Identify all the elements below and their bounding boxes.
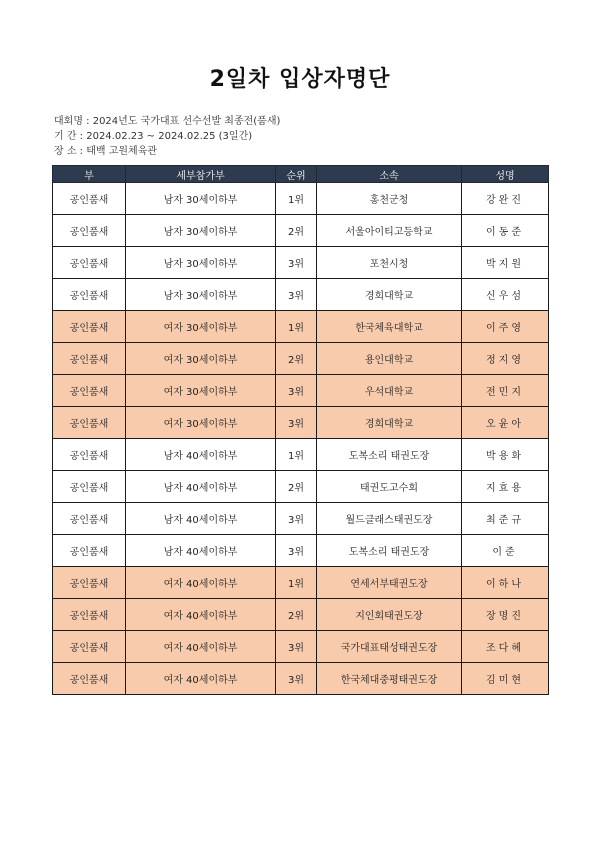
cell-category: 남자 30세이하부 <box>126 183 276 215</box>
cell-rank: 3위 <box>276 375 317 407</box>
table-row <box>53 599 549 631</box>
cell-name: 이준 <box>462 535 549 567</box>
cell-division: 공인품새 <box>53 439 126 471</box>
cell-division: 공인품새 <box>53 343 126 375</box>
table-row <box>53 503 549 535</box>
header-team: 소속 <box>317 166 462 183</box>
cell-division: 공인품새 <box>53 375 126 407</box>
cell-rank: 3위 <box>276 663 317 695</box>
cell-division: 공인품새 <box>53 599 126 631</box>
cell-rank: 1위 <box>276 439 317 471</box>
cell-rank: 3위 <box>276 407 317 439</box>
cell-category: 여자 40세이하부 <box>126 567 276 599</box>
event-period: 기 간 : 2024.02.23 ~ 2024.02.25 (3일간) <box>54 131 253 142</box>
cell-division: 공인품새 <box>53 407 126 439</box>
cell-division: 공인품새 <box>53 663 126 695</box>
cell-rank: 1위 <box>276 311 317 343</box>
cell-division: 공인품새 <box>53 631 126 663</box>
header-division: 부 <box>53 166 126 183</box>
table-row <box>53 567 549 599</box>
table-row <box>53 215 549 247</box>
cell-division: 공인품새 <box>53 279 126 311</box>
table-row <box>53 279 549 311</box>
cell-rank: 3위 <box>276 279 317 311</box>
cell-team: 경희대학교 <box>317 279 462 311</box>
cell-team: 포천시청 <box>317 247 462 279</box>
event-venue: 장 소 : 태백 고원체육관 <box>54 146 158 157</box>
cell-team: 경희대학교 <box>317 407 462 439</box>
table-row <box>53 247 549 279</box>
cell-division: 공인품새 <box>53 247 126 279</box>
cell-category: 남자 40세이하부 <box>126 535 276 567</box>
cell-category: 남자 40세이하부 <box>126 439 276 471</box>
cell-name: 지효용 <box>462 471 549 503</box>
cell-name: 정지영 <box>462 343 549 375</box>
cell-name: 이동준 <box>462 215 549 247</box>
cell-division: 공인품새 <box>53 471 126 503</box>
cell-team: 국가대표태성태권도장 <box>317 631 462 663</box>
cell-category: 여자 30세이하부 <box>126 407 276 439</box>
cell-rank: 3위 <box>276 503 317 535</box>
cell-team: 지인회태권도장 <box>317 599 462 631</box>
cell-category: 남자 30세이하부 <box>126 215 276 247</box>
cell-team: 홍천군청 <box>317 183 462 215</box>
cell-division: 공인품새 <box>53 503 126 535</box>
cell-team: 도복소리 태권도장 <box>317 439 462 471</box>
cell-category: 남자 30세이하부 <box>126 279 276 311</box>
cell-team: 연세서부태권도장 <box>317 567 462 599</box>
table-row <box>53 375 549 407</box>
cell-division: 공인품새 <box>53 535 126 567</box>
cell-rank: 3위 <box>276 631 317 663</box>
cell-category: 여자 40세이하부 <box>126 663 276 695</box>
cell-division: 공인품새 <box>53 183 126 215</box>
event-name: 대회명 : 2024년도 국가대표 선수선발 최종전(품새) <box>54 116 281 127</box>
cell-name: 신우섬 <box>462 279 549 311</box>
cell-team: 태권도고수회 <box>317 471 462 503</box>
cell-team: 도복소리 태권도장 <box>317 535 462 567</box>
cell-rank: 2위 <box>276 343 317 375</box>
cell-name: 이주영 <box>462 311 549 343</box>
table-row <box>53 439 549 471</box>
table-row <box>53 343 549 375</box>
cell-rank: 2위 <box>276 471 317 503</box>
table-row <box>53 407 549 439</box>
cell-division: 공인품새 <box>53 567 126 599</box>
cell-category: 여자 30세이하부 <box>126 343 276 375</box>
cell-category: 남자 40세이하부 <box>126 503 276 535</box>
cell-rank: 2위 <box>276 215 317 247</box>
cell-rank: 1위 <box>276 183 317 215</box>
cell-name: 박용화 <box>462 439 549 471</box>
table-row <box>53 535 549 567</box>
table-header-row <box>53 166 549 183</box>
cell-name: 이하나 <box>462 567 549 599</box>
cell-name: 오윤아 <box>462 407 549 439</box>
cell-team: 월드클래스태권도장 <box>317 503 462 535</box>
cell-name: 박지원 <box>462 247 549 279</box>
cell-category: 여자 30세이하부 <box>126 375 276 407</box>
cell-rank: 1위 <box>276 567 317 599</box>
table-row <box>53 631 549 663</box>
cell-name: 최준규 <box>462 503 549 535</box>
cell-rank: 2위 <box>276 599 317 631</box>
cell-division: 공인품새 <box>53 311 126 343</box>
cell-name: 김미현 <box>462 663 549 695</box>
cell-category: 남자 30세이하부 <box>126 247 276 279</box>
cell-category: 여자 40세이하부 <box>126 631 276 663</box>
cell-team: 용인대학교 <box>317 343 462 375</box>
table-row <box>53 183 549 215</box>
cell-category: 남자 40세이하부 <box>126 471 276 503</box>
cell-team: 우석대학교 <box>317 375 462 407</box>
cell-category: 여자 30세이하부 <box>126 311 276 343</box>
cell-name: 전민지 <box>462 375 549 407</box>
cell-name: 조다혜 <box>462 631 549 663</box>
cell-name: 강완진 <box>462 183 549 215</box>
table-row <box>53 663 549 695</box>
header-name: 성명 <box>462 166 549 183</box>
cell-team: 한국체대중평태권도장 <box>317 663 462 695</box>
table-row <box>53 471 549 503</box>
table-row <box>53 311 549 343</box>
cell-name: 장명진 <box>462 599 549 631</box>
results-table <box>52 165 549 695</box>
page-title: 2일차 입상자명단 <box>209 67 391 92</box>
cell-rank: 3위 <box>276 247 317 279</box>
cell-rank: 3위 <box>276 535 317 567</box>
cell-team: 한국체육대학교 <box>317 311 462 343</box>
cell-category: 여자 40세이하부 <box>126 599 276 631</box>
header-category: 세부참가부 <box>126 166 276 183</box>
header-rank: 순위 <box>276 166 317 183</box>
cell-division: 공인품새 <box>53 215 126 247</box>
cell-team: 서울아이티고등학교 <box>317 215 462 247</box>
results-body <box>53 183 549 695</box>
event-info <box>54 114 280 159</box>
